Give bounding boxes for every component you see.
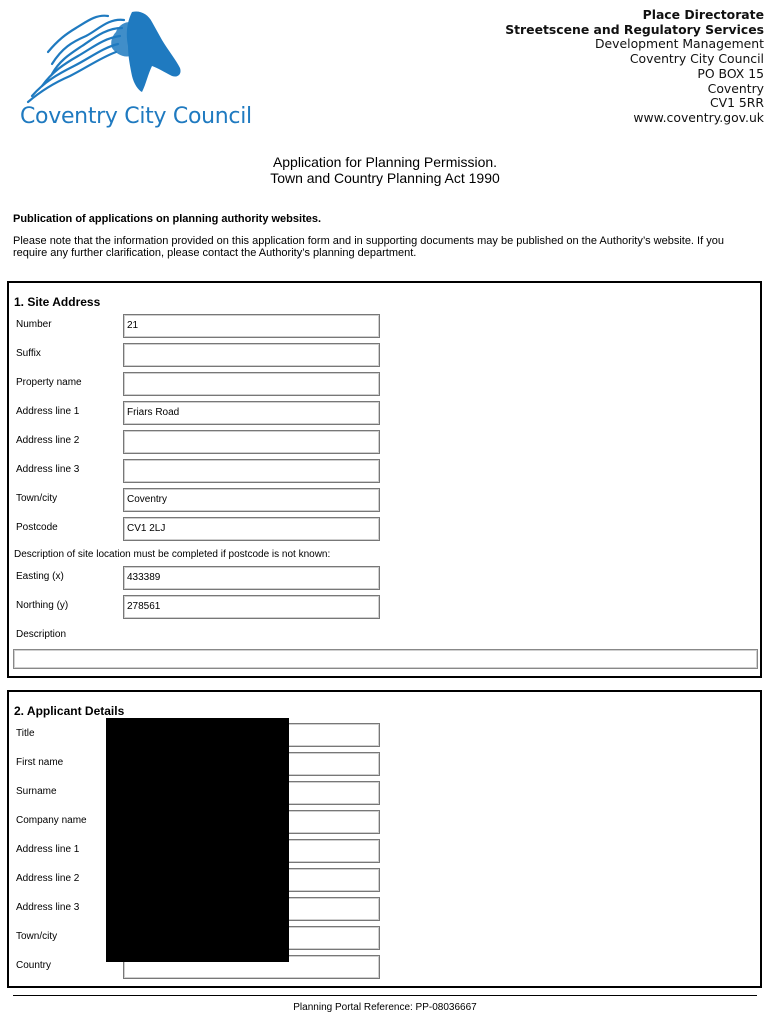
footer-divider — [13, 995, 757, 996]
address-po-box: PO BOX 15 — [697, 65, 764, 81]
applicant-address-line-3-label: Address line 3 — [16, 902, 80, 913]
site-address-section — [7, 281, 762, 678]
first-name-label: First name — [16, 757, 64, 768]
address-directorate: Place Directorate — [642, 7, 764, 22]
company-name-label: Company name — [16, 815, 87, 826]
address-city: Coventry — [707, 80, 764, 96]
suffix-label: Suffix — [16, 348, 41, 359]
applicant-title-label: Title — [16, 728, 35, 739]
site-address-title: 1. Site Address — [14, 295, 101, 309]
applicant-address-line-2-label: Address line 2 — [16, 873, 80, 884]
address-line-1-field[interactable]: Friars Road — [123, 401, 380, 425]
easting-label: Easting (x) — [16, 571, 64, 582]
description-label: Description — [16, 629, 67, 640]
address-line-1-label: Address line 1 — [16, 406, 80, 417]
town-city-field[interactable]: Coventry — [123, 488, 380, 512]
property-name-field[interactable] — [123, 372, 380, 396]
address-website: www.coventry.gov.uk — [633, 109, 764, 125]
number-label: Number — [16, 319, 52, 330]
description-field[interactable] — [13, 649, 758, 669]
country-label: Country — [16, 960, 52, 971]
form-title-line-1: Application for Planning Permission. — [272, 154, 498, 170]
publication-note: Please note that the information provided on this application form and in supporting documents may be published on the Authority’s website. If you require any further clarification, please contact the Authority’s planning department. — [13, 235, 724, 259]
postcode-field[interactable]: CV1 2LJ — [123, 517, 380, 541]
suffix-field[interactable] — [123, 343, 380, 367]
address-line-3-label: Address line 3 — [16, 464, 80, 475]
northing-field[interactable]: 278561 — [123, 595, 380, 619]
redaction-block — [106, 718, 289, 962]
applicant-address-line-1-label: Address line 1 — [16, 844, 80, 855]
horse-head-logo-icon — [12, 8, 227, 108]
postcode-label: Postcode — [16, 522, 58, 533]
form-title-line-2: Town and Country Planning Act 1990 — [270, 170, 500, 186]
applicant-details-title: 2. Applicant Details — [14, 704, 125, 718]
address-line-2-field[interactable] — [123, 430, 380, 454]
address-council: Coventry City Council — [629, 51, 764, 67]
address-department: Development Management — [595, 36, 764, 52]
council-name-logo-text: Coventry City Council — [20, 104, 252, 129]
form-title — [0, 154, 770, 186]
address-postcode: CV1 5RR — [709, 95, 764, 111]
location-note: Description of site location must be completed if postcode is not known: — [14, 549, 331, 560]
address-line-2-label: Address line 2 — [16, 435, 80, 446]
surname-label: Surname — [16, 786, 57, 797]
portal-reference: Planning Portal Reference: PP-08036667 — [293, 1002, 477, 1013]
easting-field[interactable]: 433389 — [123, 566, 380, 590]
town-city-label: Town/city — [16, 493, 58, 504]
applicant-town-city-label: Town/city — [16, 931, 58, 942]
property-name-label: Property name — [16, 377, 82, 388]
council-address-block — [505, 8, 764, 126]
number-field[interactable]: 21 — [123, 314, 380, 338]
address-line-3-field[interactable] — [123, 459, 380, 483]
northing-label: Northing (y) — [16, 600, 69, 611]
publication-heading: Publication of applications on planning authority websites. — [13, 213, 322, 225]
address-service: Streetscene and Regulatory Services — [505, 21, 764, 37]
